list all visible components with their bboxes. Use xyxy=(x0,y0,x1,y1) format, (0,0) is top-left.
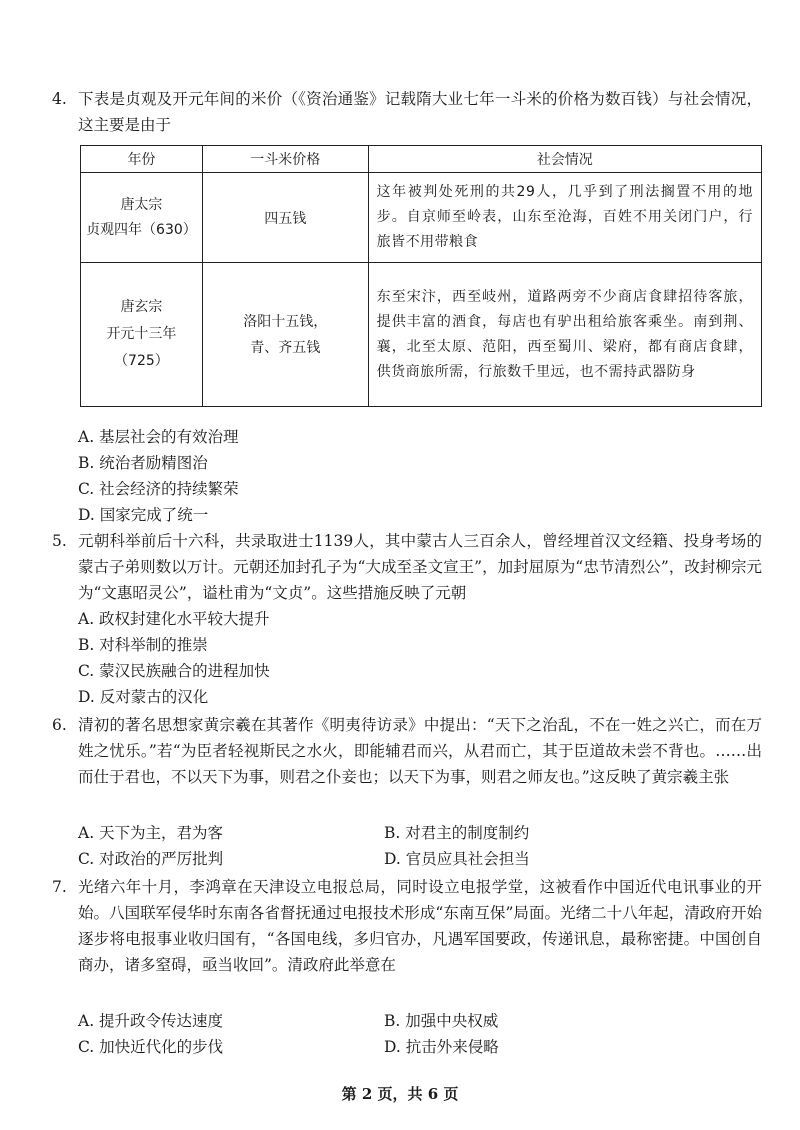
option-a[interactable]: A. 基层社会的有效治理 xyxy=(78,428,239,446)
question-4 xyxy=(52,86,762,138)
option-a[interactable]: A. 天下为主，君为客 xyxy=(78,824,224,842)
option-c[interactable]: C. 蒙汉民族融合的进程加快 xyxy=(78,662,270,680)
option-b[interactable]: B. 加强中央权威 xyxy=(384,1012,499,1030)
question-stem: 光绪六年十月，李鸿章在天津设立电报总局，同时设立电报学堂，这被看作中国近代电讯事业的开始。八国联军侵华时东南各省督抚通过电报技术形成“东南互保”局面。光绪二十八年起，清政府开始逐步将电报事业收归国有，“各国电线，多归官办，凡遇军国要政，传递讯息，最称密捷。中国创自商办，诸多窒碍，亟当收回”。清政府此举意在 xyxy=(78,878,762,974)
year-line: 开元十三年 xyxy=(106,326,177,342)
option-d[interactable]: D. 反对蒙古的汉化 xyxy=(78,688,209,706)
table-row xyxy=(81,263,762,407)
option-b[interactable]: B. 对科举制的推崇 xyxy=(78,636,208,654)
option-c[interactable]: C. 对政治的严厉批判 xyxy=(78,850,224,868)
year-line: （725） xyxy=(114,353,169,369)
table-header: 一斗米价格 xyxy=(202,146,368,173)
question-stem: 下表是贞观及开元年间的米价（《资治通鉴》记载隋大业七年一斗米的价格为数百钱）与社会情况，这主要是由于 xyxy=(78,90,762,134)
table-header-row xyxy=(81,146,762,173)
option-a[interactable]: A. 政权封建化水平较大提升 xyxy=(78,610,270,628)
price-line: 洛阳十五钱， xyxy=(243,313,328,330)
society-cell: 这年被判处死刑的共29人，几乎到了刑法搁置不用的地步。自京师至岭表，山东至沧海，百姓不用关闭门户，行旅皆不用带粮食 xyxy=(368,173,761,263)
option-d[interactable]: D. 抗击外来侵略 xyxy=(384,1038,499,1056)
year-line: 唐玄宗 xyxy=(120,299,163,315)
price-line: 青、齐五钱 xyxy=(250,339,321,356)
question-stem: 清初的著名思想家黄宗羲在其著作《明夷待访录》中提出：“天下之治乱，不在一姓之兴亡，而在万姓之忧乐。”若“为臣者轻视斯民之水火，即能辅君而兴，从君而亡，其于臣道故未尝不背也。……出而仕于君也，不以天下为事，则君之仆妾也；以天下为事，则君之师友也。”这反映了黄宗羲主张 xyxy=(78,716,762,786)
question-number: 7. xyxy=(52,878,67,896)
society-cell: 东至宋汴，西至岐州，道路两旁不少商店食肆招待客旅，提供丰富的酒食，每店也有驴出租给旅客乘坐。南到荆、襄，北至太原、范阳，西至蜀川、梁府，都有商店食肆，供货商旅所需，行旅数千里远，也不需持武器防身 xyxy=(368,263,761,407)
question-5 xyxy=(52,528,762,606)
question-number: 4. xyxy=(52,90,67,108)
table-row xyxy=(81,173,762,263)
page-number: 第 2 页，共 6 页 xyxy=(341,1085,459,1103)
option-b[interactable]: B. 对君主的制度制约 xyxy=(384,824,530,842)
option-c[interactable]: C. 社会经济的持续繁荣 xyxy=(78,480,239,498)
year-cell xyxy=(81,173,203,263)
option-a[interactable]: A. 提升政令传达速度 xyxy=(78,1012,224,1030)
option-c[interactable]: C. 加快近代化的步伐 xyxy=(78,1038,224,1056)
question-6 xyxy=(52,712,762,790)
table-header: 年份 xyxy=(81,146,203,173)
question-stem: 元朝科举前后十六科，共录取进士1139人，其中蒙古人三百余人，曾经埋首汉文经籍、投身考场的蒙古子弟则数以万计。元朝还加封孔子为“大成至圣文宣王”，加封屈原为“忠节清烈公”，改封柳宗元为“文惠昭灵公”，谥杜甫为“文贞”。这些措施反映了元朝 xyxy=(78,532,762,602)
question-number: 5. xyxy=(52,532,67,550)
price-table xyxy=(80,145,762,407)
option-d[interactable]: D. 官员应具社会担当 xyxy=(384,850,530,868)
question-number: 6. xyxy=(52,716,67,734)
price-line: 四五钱 xyxy=(264,210,307,227)
option-d[interactable]: D. 国家完成了统一 xyxy=(78,506,209,524)
price-cell xyxy=(202,173,368,263)
year-cell xyxy=(81,263,203,407)
year-line: 贞观四年（630） xyxy=(86,221,197,238)
price-cell xyxy=(202,263,368,407)
option-b[interactable]: B. 统治者励精图治 xyxy=(78,454,208,472)
question-7 xyxy=(52,874,762,978)
year-line: 唐太宗 xyxy=(120,196,163,213)
table-header: 社会情况 xyxy=(368,146,761,173)
